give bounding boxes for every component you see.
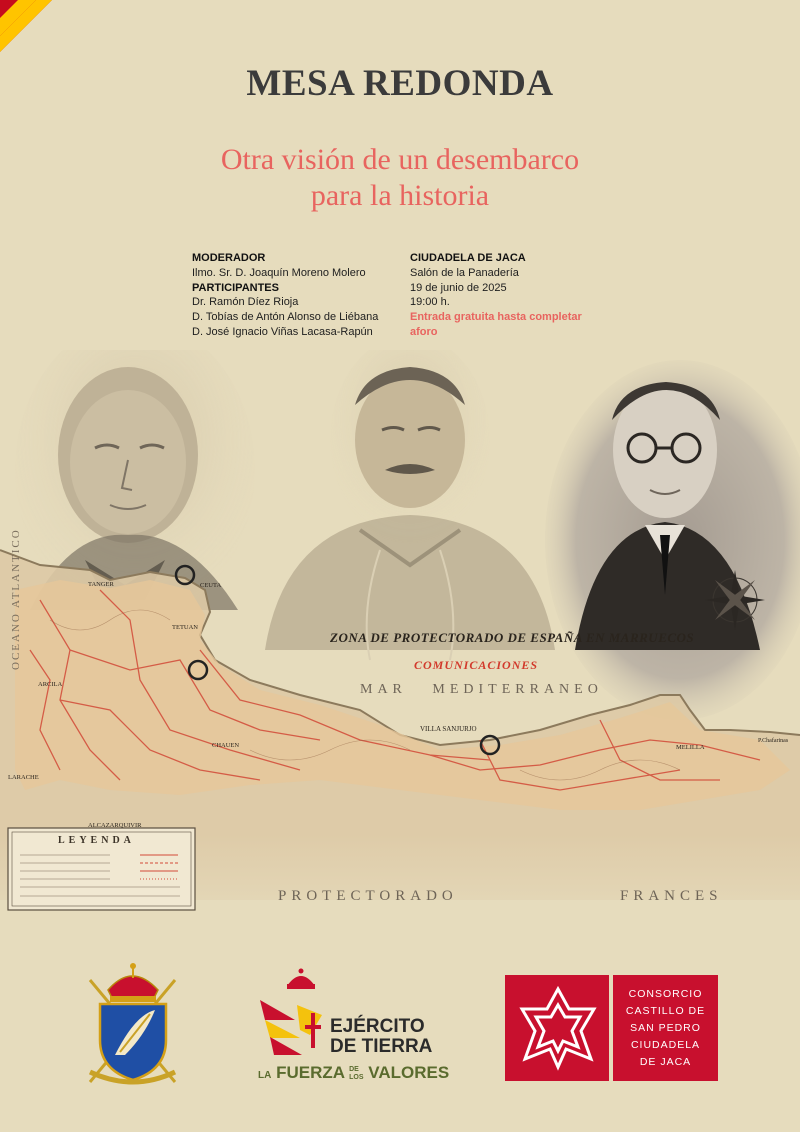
- map-subtitle: COMUNICACIONES: [414, 658, 539, 672]
- ejercito-line-1: EJÉRCITO: [330, 1016, 425, 1037]
- slogan-de: DE: [349, 1065, 359, 1073]
- poster-subtitle: [0, 142, 800, 214]
- slogan-fuerza: FUERZA: [276, 1063, 345, 1082]
- subtitle-line-1: Otra visión de un desembarco: [220, 143, 580, 176]
- fuerza-de-los-valores-slogan: [258, 1063, 449, 1083]
- venue-heading: CIUDADELA DE JACA: [410, 252, 526, 264]
- place-melilla: MELILLA: [676, 744, 705, 751]
- venue-room: Salón de la Panadería: [410, 266, 519, 279]
- place-ceuta: CEUTA: [200, 582, 222, 589]
- place-villa-sanjurjo: VILLA SANJURJO: [420, 725, 477, 733]
- slogan-la: LA: [258, 1070, 272, 1081]
- ejercito-line-2: DE TIERRA: [330, 1036, 433, 1057]
- entry-note: [410, 310, 620, 340]
- entry-note-line-1: Entrada gratuita hasta completar: [410, 311, 582, 324]
- place-alcazarquivir: ALCAZARQUIVIR: [88, 822, 142, 829]
- spanish-flag-corner: [0, 0, 70, 70]
- fortress-star-icon: [509, 979, 607, 1077]
- speakers-column: [192, 251, 392, 340]
- consorcio-line: DE JACA: [639, 1055, 692, 1068]
- entry-note-line-2: aforo: [410, 325, 438, 338]
- consorcio-line: CIUDADELA: [630, 1038, 701, 1051]
- map-title: ZONA DE PROTECTORADO DE ESPAÑA EN MARRUECOS: [330, 630, 695, 645]
- place-chauen: CHAUEN: [212, 742, 240, 749]
- place-arcila: ARCILA: [38, 681, 63, 688]
- map-legend-title: LEYENDA: [58, 835, 135, 846]
- crown-icon: [287, 969, 315, 990]
- ejercito-de-tierra-logo-icon: [255, 965, 335, 1065]
- participant-name: Dr. Ramón Díez Rioja: [192, 296, 299, 309]
- consorcio-line: CONSORCIO: [628, 987, 703, 1000]
- map-bottom-left-label: PROTECTORADO: [278, 888, 458, 904]
- moderator-heading: MODERADOR: [192, 252, 266, 264]
- participant-name: D. José Ignacio Viñas Lacasa-Rapún: [192, 325, 373, 338]
- slogan-valores: VALORES: [368, 1063, 450, 1082]
- map-sea-label: MAR MEDITERRANEO: [360, 682, 603, 697]
- crown-icon: [108, 963, 158, 1002]
- participants-heading: PARTICIPANTES: [192, 281, 279, 294]
- place-larache: LARACHE: [8, 774, 39, 781]
- slogan-los: LOS: [349, 1073, 364, 1081]
- subtitle-line-2: para la historia: [310, 179, 490, 212]
- consorcio-logo: [505, 975, 718, 1081]
- place-tetuan: TETUAN: [172, 624, 198, 631]
- map-ocean-label: OCEANO ATLANTICO: [10, 528, 22, 670]
- venue-column: [410, 251, 620, 340]
- military-emblem-logo: [80, 960, 185, 1090]
- consorcio-text: [613, 975, 718, 1081]
- consorcio-line: CASTILLO DE: [625, 1004, 706, 1017]
- moderator-name: Ilmo. Sr. D. Joaquín Moreno Molero: [192, 266, 366, 279]
- consorcio-line: SAN PEDRO: [630, 1021, 701, 1034]
- slogan-de-los: [349, 1066, 363, 1082]
- poster-title: MESA REDONDA: [246, 63, 554, 104]
- place-chafarinas: P.Chafarinas: [758, 738, 789, 744]
- map-bottom-right-label: FRANCES: [620, 888, 723, 904]
- participant-name: D. Tobías de Antón Alonso de Liébana: [192, 311, 379, 324]
- portrait-right: [545, 360, 800, 720]
- event-time: 19:00 h.: [410, 296, 450, 309]
- portrait-center: [265, 350, 555, 660]
- place-tanger: TANGER: [88, 581, 114, 588]
- ejercito-de-tierra-wordmark: [330, 1017, 432, 1057]
- event-date: 19 de junio de 2025: [410, 281, 507, 294]
